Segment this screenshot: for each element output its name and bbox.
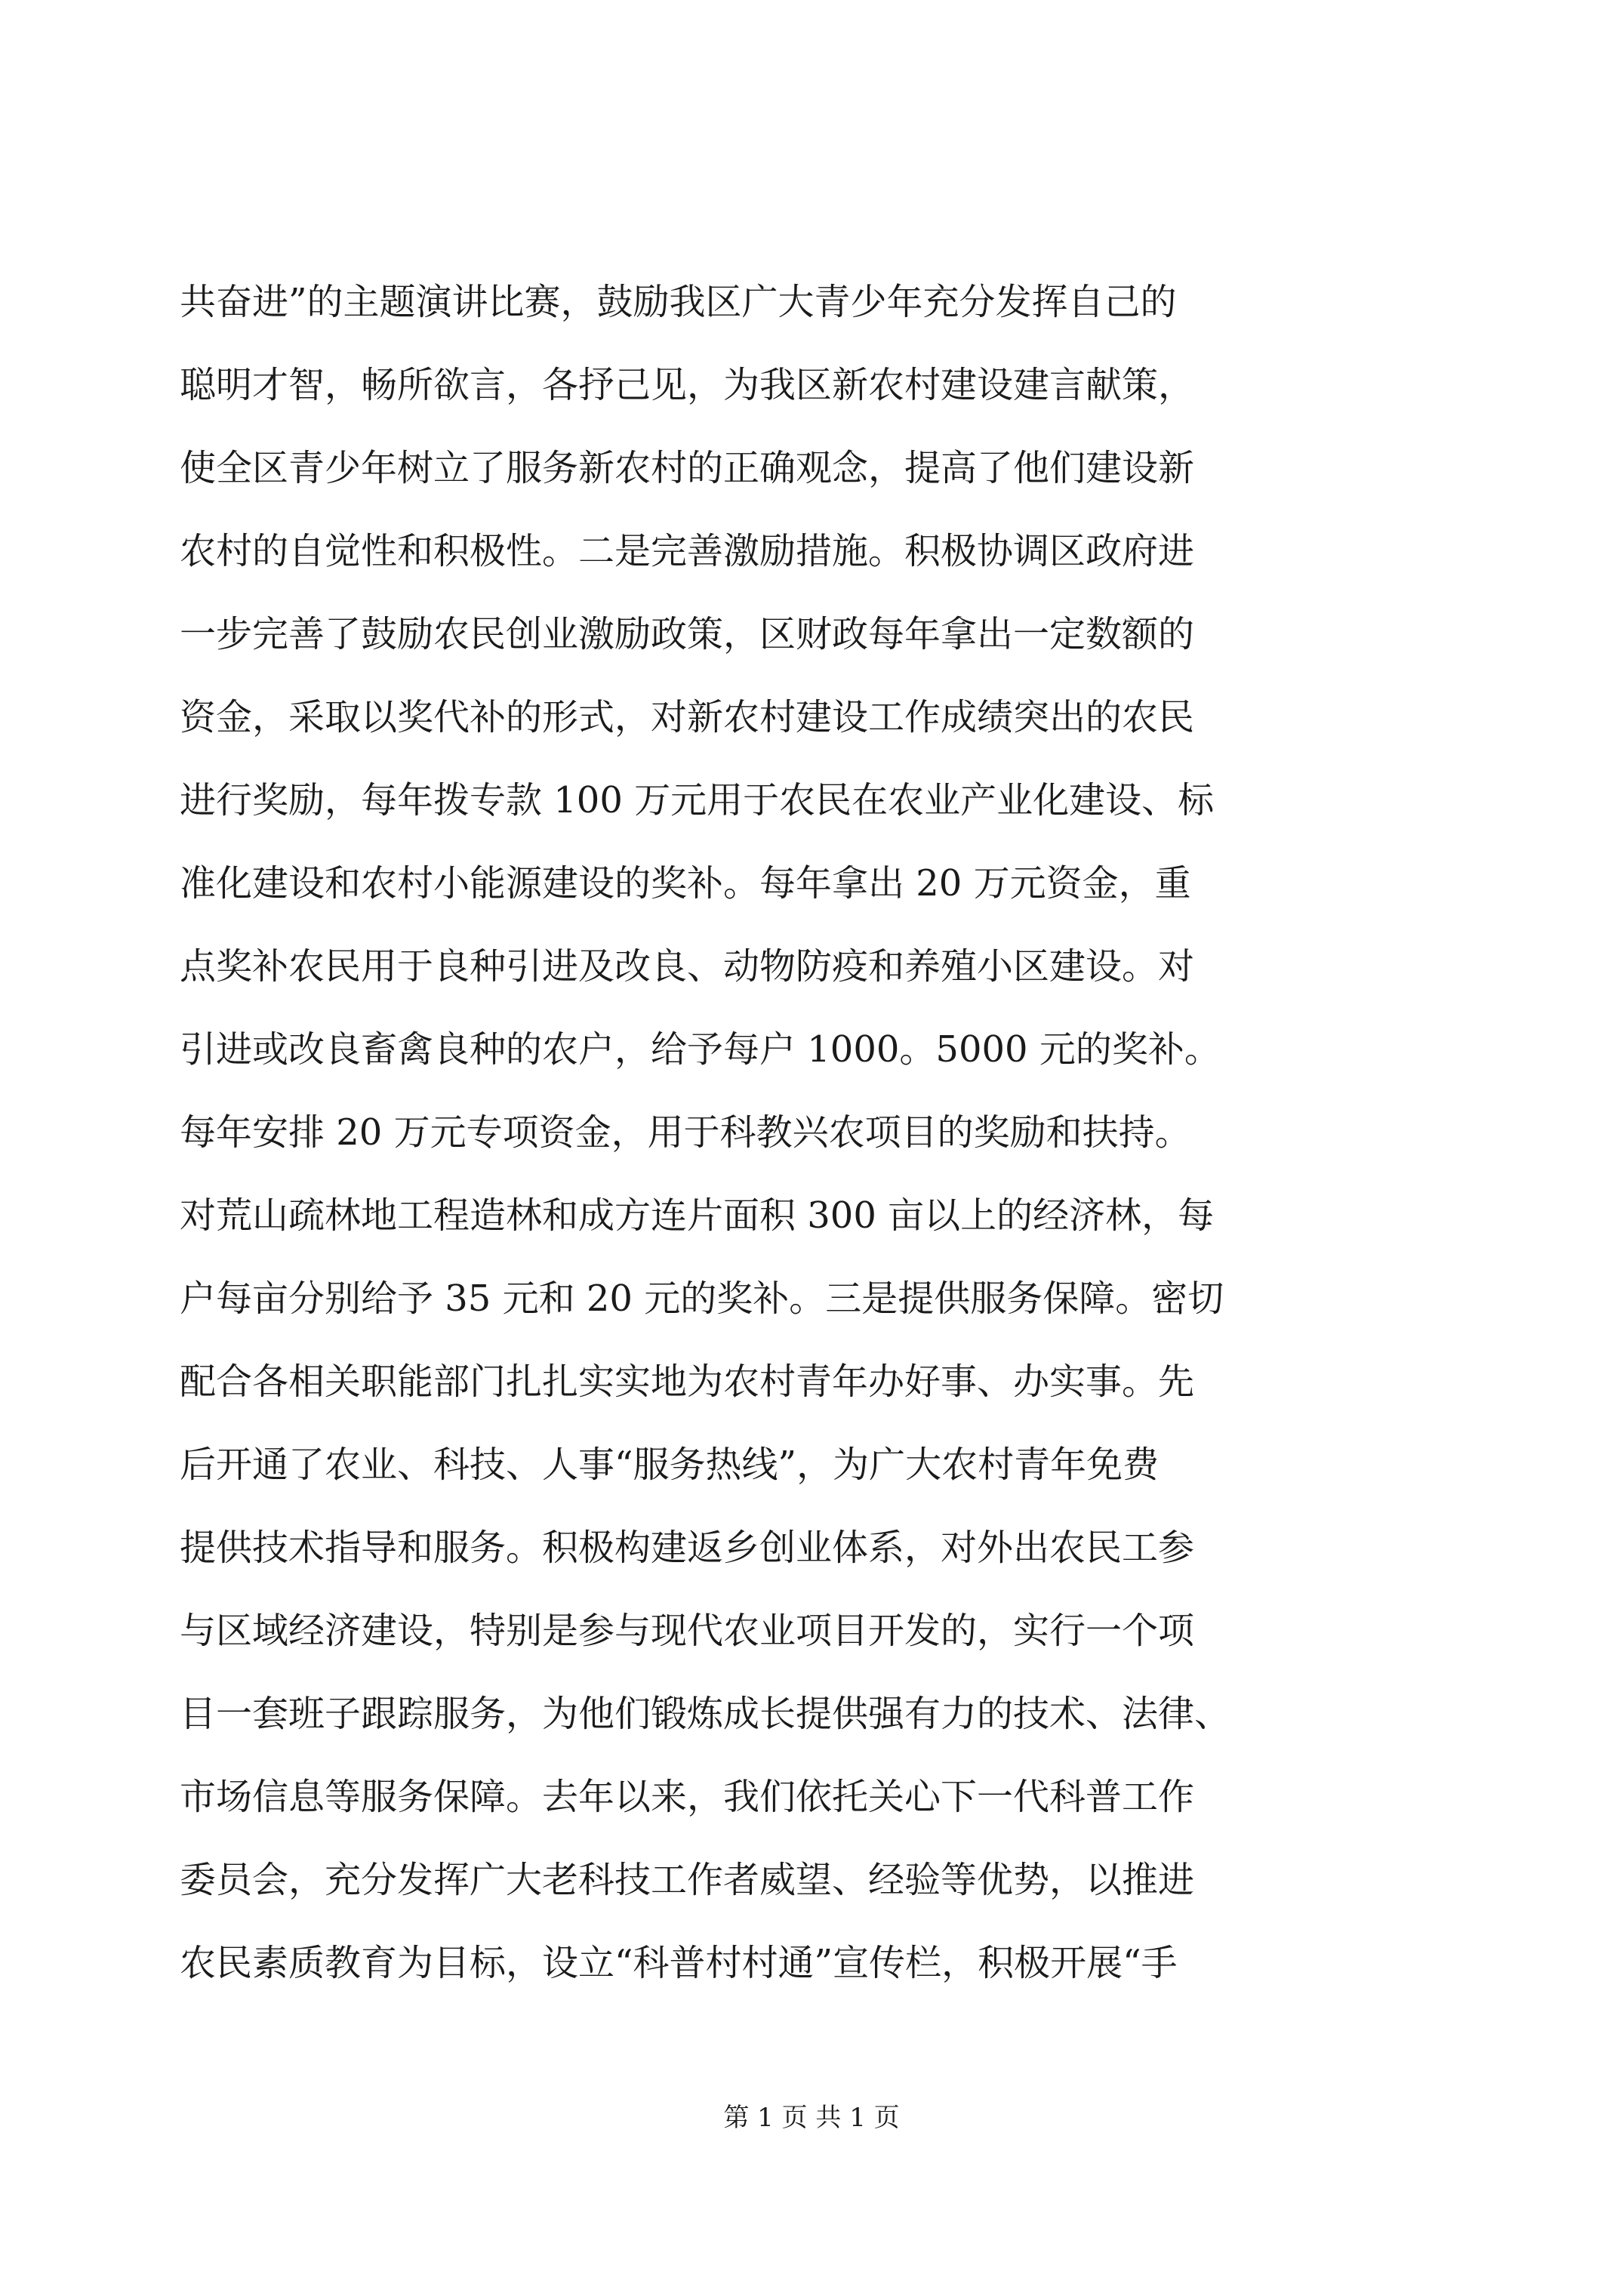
text-line: 市场信息等服务保障。去年以来，我们依托关心下一代科普工作: [180, 1776, 1195, 1818]
text-line: 后开通了农业、科技、人事“服务热线”，为广大农村青年免费: [180, 1444, 1160, 1486]
text-line: 户每亩分别给予 35 元和 20 元的奖补。三是提供服务保障。密切: [180, 1277, 1224, 1320]
text-line: 委员会，充分发挥广大老科技工作者威望、经验等优势，以推进: [180, 1859, 1195, 1901]
text-line: 点奖补农民用于良种引进及改良、动物防疫和养殖小区建设。对: [180, 945, 1195, 988]
text-line: 农民素质教育为目标，设立“科普村村通”宣传栏，积极开展“手: [180, 1942, 1178, 1984]
text-line: 资金，采取以奖代补的形式，对新农村建设工作成绩突出的农民: [180, 696, 1195, 738]
text-line: 共奋进”的主题演讲比赛，鼓励我区广大青少年充分发挥自己的: [180, 281, 1177, 323]
text-line: 目一套班子跟踪服务，为他们锻炼成长提供强有力的技术、法律、: [180, 1693, 1231, 1735]
page-footer: [0, 2099, 1623, 2137]
text-line: 进行奖励，每年拨专款 100 万元用于农民在农业产业化建设、标: [180, 779, 1215, 821]
page-number: 第 1 页 共 1 页: [723, 2103, 900, 2133]
text-line: 引进或改良畜禽良种的农户，给予每户 1000。5000 元的奖补。: [180, 1028, 1221, 1071]
text-line: 每年安排 20 万元专项资金，用于科教兴农项目的奖励和扶持。: [180, 1111, 1191, 1154]
text-line: 对荒山疏林地工程造林和成方连片面积 300 亩以上的经济林，每: [180, 1194, 1215, 1237]
text-line: 聪明才智，畅所欲言，各抒己见，为我区新农村建设建言献策，: [180, 364, 1195, 406]
text-line: 与区域经济建设，特别是参与现代农业项目开发的，实行一个项: [180, 1610, 1195, 1652]
text-line: 一步完善了鼓励农民创业激励政策，区财政每年拿出一定数额的: [180, 613, 1195, 655]
body-text: [180, 260, 1448, 2005]
text-line: 提供技术指导和服务。积极构建返乡创业体系，对外出农民工参: [180, 1527, 1195, 1569]
text-line: 使全区青少年树立了服务新农村的正确观念，提高了他们建设新: [180, 447, 1195, 489]
text-line: 农村的自觉性和积极性。二是完善激励措施。积极协调区政府进: [180, 530, 1195, 572]
text-line: 配合各相关职能部门扎扎实实地为农村青年办好事、办实事。先: [180, 1361, 1195, 1403]
text-line: 准化建设和农村小能源建设的奖补。每年拿出 20 万元资金，重: [180, 862, 1191, 905]
